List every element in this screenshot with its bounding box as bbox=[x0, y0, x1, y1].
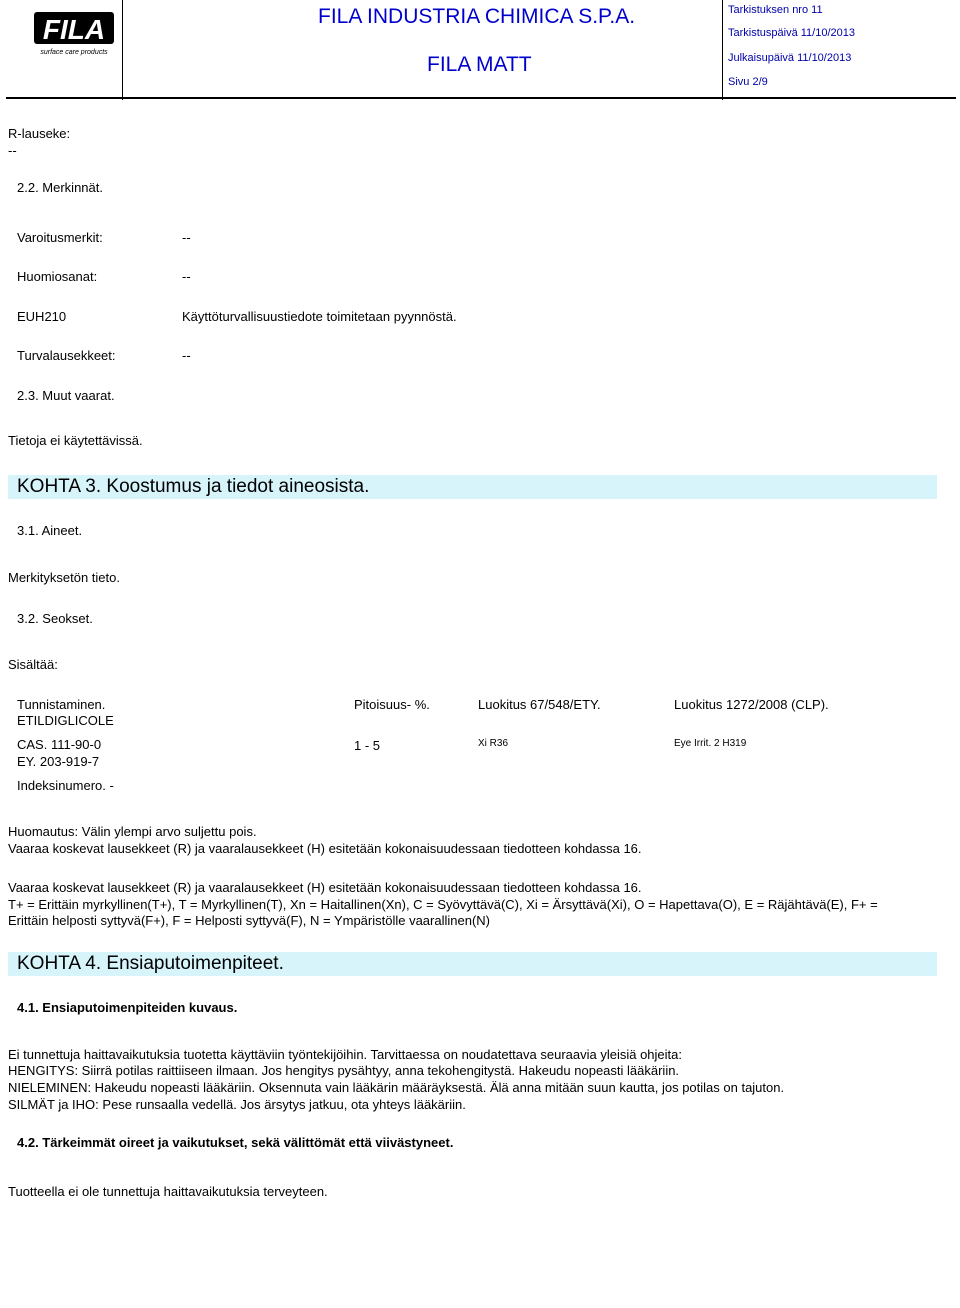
euh-code: EUH210 bbox=[17, 309, 67, 324]
symptoms-heading: 4.2. Tärkeimmät oireet ja vaikutukset, sekä välittömät että viivästyneet. bbox=[17, 1135, 454, 1150]
section-4-banner bbox=[8, 952, 937, 976]
legend-line-1: T+ = Erittäin myrkyllinen(T+), T = Myrkyllinen(T), Xn = Haitallinen(Xn), C = Syövyttävä(C), Xi = Ärsyttävä(Xi), O = Hapettava(O), E = Räjähtävä(E), F+ = bbox=[8, 897, 878, 912]
substances-text: Merkityksetön tieto. bbox=[8, 570, 120, 585]
symptoms-text: Tuotteella ei ole tunnettuja haittavaikutuksia terveyteen. bbox=[8, 1184, 328, 1199]
substance-name: ETILDIGLICOLE bbox=[17, 713, 114, 728]
fila-logo bbox=[28, 10, 120, 58]
precautionary-value: -- bbox=[182, 348, 191, 363]
hazard-pictograms-value: -- bbox=[182, 230, 191, 245]
r-phrases-value: -- bbox=[8, 143, 17, 158]
first-aid-inhalation: HENGITYS: Siirrä potilas raittiiseen ilmaan. Jos hengitys pysähtyy, anna tekohengitystä. Hakeudu nopeasti lääkäriin. bbox=[8, 1063, 680, 1078]
first-aid-description-heading: 4.1. Ensiaputoimenpiteiden kuvaus. bbox=[17, 1000, 238, 1015]
euh-text: Käyttöturvallisuustiedote toimitetaan pyynnöstä. bbox=[182, 309, 457, 324]
col-concentration: Pitoisuus- %. bbox=[354, 697, 430, 712]
logo-subtext: surface care products bbox=[40, 49, 108, 56]
section-4-title: KOHTA 4. Ensiaputoimenpiteet. bbox=[17, 953, 284, 974]
note-phrases-2: Vaaraa koskevat lausekkeet (R) ja vaaralausekkeet (H) esitetään kokonaisuudessaan tiedotteen kohdassa 16. bbox=[8, 880, 642, 895]
section-3-title: KOHTA 3. Koostumus ja tiedot aineosista. bbox=[17, 476, 370, 497]
hazard-pictograms-label: Varoitusmerkit: bbox=[17, 230, 103, 245]
company-name: FILA INDUSTRIA CHIMICA S.P.A. bbox=[318, 5, 636, 28]
first-aid-general: Ei tunnettuja haittavaikutuksia tuotetta käyttäviin työntekijöihin. Tarvittaessa on noudatettava seuraavia yleisiä ohjeita: bbox=[8, 1047, 683, 1062]
signal-words-value: -- bbox=[182, 269, 191, 284]
classification-clp-value: Eye Irrit. 2 H319 bbox=[674, 738, 747, 749]
section-3-banner bbox=[8, 475, 937, 499]
cas-number: CAS. 111-90-0 bbox=[17, 737, 102, 752]
signal-words-label: Huomiosanat: bbox=[17, 269, 98, 284]
page-number: Sivu 2/9 bbox=[728, 76, 768, 88]
classification-eu-value: Xi R36 bbox=[478, 738, 509, 749]
header-rule bbox=[6, 97, 956, 99]
note-upper-limit: Huomautus: Välin ylempi arvo suljettu pois. bbox=[8, 824, 257, 839]
other-hazards-heading: 2.3. Muut vaarat. bbox=[17, 388, 115, 403]
other-hazards-text: Tietoja ei käytettävissä. bbox=[8, 433, 143, 448]
col-identification: Tunnistaminen. bbox=[17, 697, 106, 712]
precautionary-label: Turvalausekkeet: bbox=[17, 348, 116, 363]
first-aid-ingestion: NIELEMINEN: Hakeudu nopeasti lääkäriin. Oksennuta vain lääkärin määräyksestä. Älä anna mitään suun kautta, jos potilas on tajuton. bbox=[8, 1080, 785, 1095]
header-divider-left bbox=[122, 0, 123, 100]
legend-line-2: Erittäin helposti syttyvä(F+), F = Helposti syttyvä(F), N = Ympäristölle vaarallinen(N) bbox=[8, 913, 490, 928]
substances-heading: 3.1. Aineet. bbox=[17, 523, 83, 538]
publication-date: Julkaisupäivä 11/10/2013 bbox=[728, 52, 852, 64]
header-divider-right bbox=[722, 0, 723, 100]
col-classification-clp: Luokitus 1272/2008 (CLP). bbox=[674, 697, 829, 712]
note-phrases-1: Vaaraa koskevat lausekkeet (R) ja vaaralausekkeet (H) esitetään kokonaisuudessaan tiedotteen kohdassa 16. bbox=[8, 841, 642, 856]
r-phrases-label: R-lauseke: bbox=[8, 126, 71, 141]
mixtures-heading: 3.2. Seokset. bbox=[17, 611, 93, 626]
revision-date: Tarkistuspäivä 11/10/2013 bbox=[728, 27, 855, 39]
contains-label: Sisältää: bbox=[8, 657, 58, 672]
ec-number: EY. 203-919-7 bbox=[17, 754, 100, 769]
product-name: FILA MATT bbox=[427, 53, 532, 76]
concentration-value: 1 - 5 bbox=[354, 738, 381, 753]
revision-number: Tarkistuksen nro 11 bbox=[728, 4, 823, 16]
logo-text: FILA bbox=[42, 14, 106, 45]
index-number: Indeksinumero. - bbox=[17, 778, 114, 793]
labelling-heading: 2.2. Merkinnät. bbox=[17, 180, 103, 195]
col-classification-eu: Luokitus 67/548/ETY. bbox=[478, 697, 601, 712]
first-aid-eyes-skin: SILMÄT ja IHO: Pese runsaalla vedellä. Jos ärsytys jatkuu, ota yhteys lääkäriin. bbox=[8, 1097, 466, 1112]
